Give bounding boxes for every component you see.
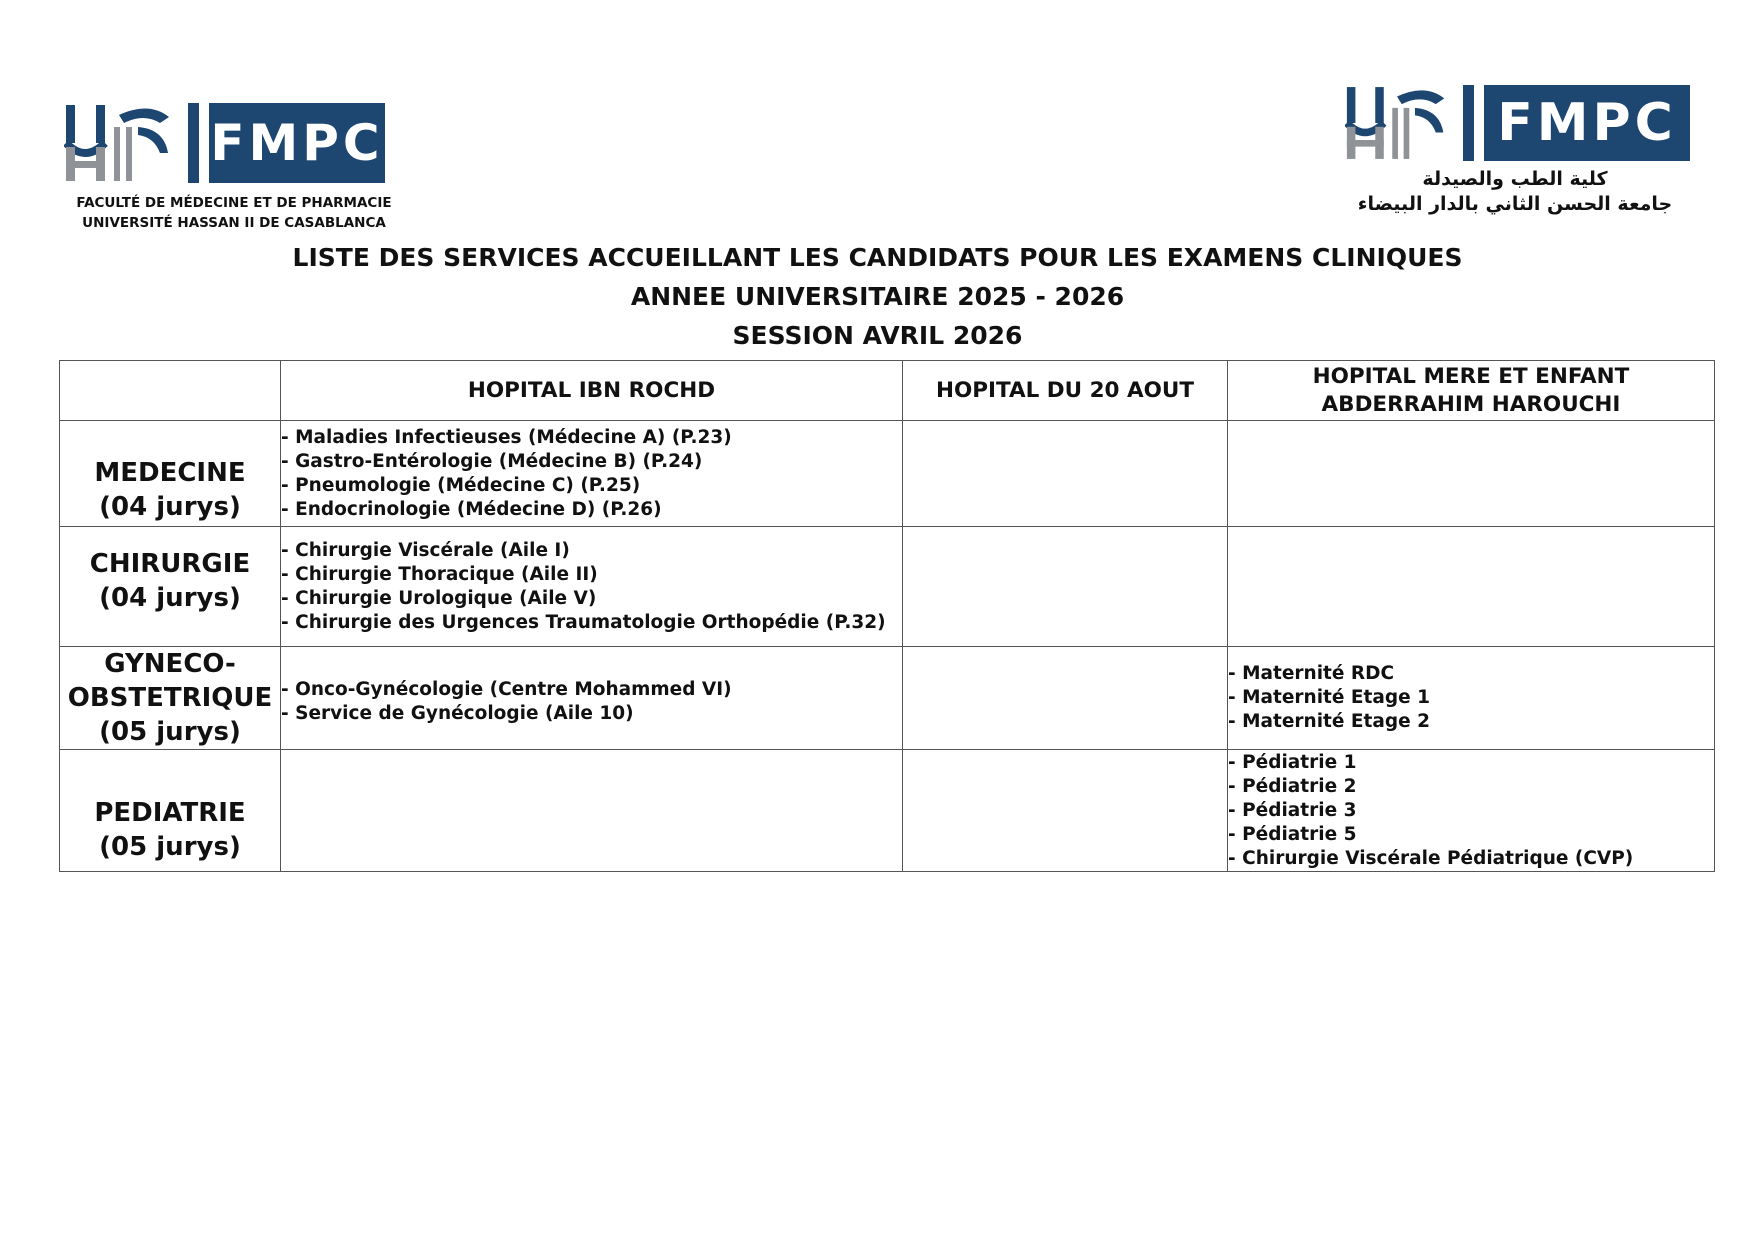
faculty-caption-arabic	[1345, 167, 1685, 217]
uh2c-emblem-icon	[64, 103, 174, 183]
category-jurys: (04 jurys)	[99, 583, 241, 613]
ibn-rochd-services-cell	[281, 750, 903, 872]
mere-enfant-services-cell	[1228, 750, 1715, 872]
title-line-2: ANNEE UNIVERSITAIRE 2025 - 2026	[630, 282, 1125, 311]
mere-enfant-services-cell	[1228, 527, 1715, 647]
category-name: CHIRURGIE	[89, 549, 251, 579]
vingt-aout-services-cell	[903, 647, 1228, 750]
service-item: - Chirurgie Viscérale (Aile I)	[281, 539, 570, 561]
header-hopital-ibn-rochd: HOPITAL IBN ROCHD	[281, 361, 903, 421]
service-item: - Gastro-Entérologie (Médecine B) (P.24)	[281, 450, 703, 472]
service-item: - Maternité Etage 1	[1228, 687, 1430, 708]
category-name: PEDIATRIE	[94, 798, 246, 828]
category-name: MEDECINE	[94, 458, 246, 488]
table-header-row	[60, 361, 1715, 421]
university-name-arabic: جامعة الحسن الثاني بالدار البيضاء	[1357, 193, 1673, 215]
title-line-3: SESSION AVRIL 2026	[732, 321, 1023, 350]
category-cell	[60, 750, 281, 872]
services-table	[59, 360, 1715, 872]
fmpc-logo-right	[1345, 85, 1690, 217]
category-jurys: (04 jurys)	[99, 492, 241, 522]
header-mere-enfant-line-2: ABDERRAHIM HAROUCHI	[1321, 391, 1621, 417]
faculty-name: FACULTÉ DE MÉDECINE ET DE PHARMACIE	[76, 195, 392, 211]
title-line-1: LISTE DES SERVICES ACCUEILLANT LES CANDIDATS POUR LES EXAMENS CLINIQUES	[292, 243, 1463, 272]
mere-enfant-services-cell	[1228, 421, 1715, 527]
service-item: - Service de Gynécologie (Aile 10)	[281, 702, 634, 724]
service-item: - Onco-Gynécologie (Centre Mohammed VI)	[281, 678, 732, 700]
table-row	[60, 421, 1715, 527]
vingt-aout-services-cell	[903, 421, 1228, 527]
fmpc-wordmark: FMPC	[1484, 85, 1690, 161]
service-item: - Pédiatrie 2	[1228, 775, 1357, 797]
category-jurys: (05 jurys)	[99, 832, 241, 862]
vingt-aout-services-cell	[903, 527, 1228, 647]
ibn-rochd-services-cell	[281, 527, 903, 647]
category-name: GYNECO-	[104, 649, 236, 679]
logo-divider-bar	[188, 103, 199, 183]
category-cell	[60, 647, 281, 750]
mere-enfant-services-cell	[1228, 647, 1715, 750]
service-item: - Chirurgie Thoracique (Aile II)	[281, 563, 598, 585]
fmpc-logo-left	[64, 103, 404, 233]
table-row	[60, 647, 1715, 750]
logo-mark	[64, 103, 404, 183]
category-cell	[60, 527, 281, 647]
logo-divider-bar	[1463, 85, 1474, 161]
ibn-rochd-services-cell	[281, 421, 903, 527]
header-hopital-20-aout: HOPITAL DU 20 AOUT	[903, 361, 1228, 421]
header-mere-enfant-line-1: HOPITAL MERE ET ENFANT	[1312, 363, 1630, 389]
university-name: UNIVERSITÉ HASSAN II DE CASABLANCA	[82, 215, 386, 231]
service-item: - Maternité RDC	[1228, 663, 1395, 684]
faculty-name-arabic: كلية الطب والصيدلة	[1422, 168, 1608, 190]
vingt-aout-services-cell	[903, 750, 1228, 872]
service-item: - Pédiatrie 5	[1228, 823, 1357, 845]
service-item: - Pédiatrie 1	[1228, 751, 1357, 773]
logo-mark	[1345, 85, 1690, 161]
service-item: - Pneumologie (Médecine C) (P.25)	[281, 474, 641, 496]
service-item: - Maladies Infectieuses (Médecine A) (P.23)	[281, 426, 732, 448]
fmpc-wordmark: FMPC	[209, 103, 385, 183]
service-item: - Chirurgie Urologique (Aile V)	[281, 587, 597, 609]
service-item: - Endocrinologie (Médecine D) (P.26)	[281, 498, 662, 520]
category-name-line-2: OBSTETRIQUE	[67, 683, 273, 713]
service-item: - Chirurgie Viscérale Pédiatrique (CVP)	[1228, 847, 1634, 869]
service-item: - Pédiatrie 3	[1228, 799, 1357, 821]
category-jurys: (05 jurys)	[99, 717, 241, 747]
uh2c-emblem-icon	[1345, 85, 1449, 161]
document-title	[0, 238, 1755, 355]
faculty-caption	[64, 193, 404, 233]
service-item: - Chirurgie des Urgences Traumatologie Orthopédie (P.32)	[281, 611, 886, 633]
ibn-rochd-services-cell	[281, 647, 903, 750]
category-cell	[60, 421, 281, 527]
table-row	[60, 527, 1715, 647]
table-row	[60, 750, 1715, 872]
service-item: - Maternité Etage 2	[1228, 711, 1430, 732]
header-hopital-mere-enfant	[1228, 361, 1715, 421]
header-empty-cell	[60, 361, 281, 421]
